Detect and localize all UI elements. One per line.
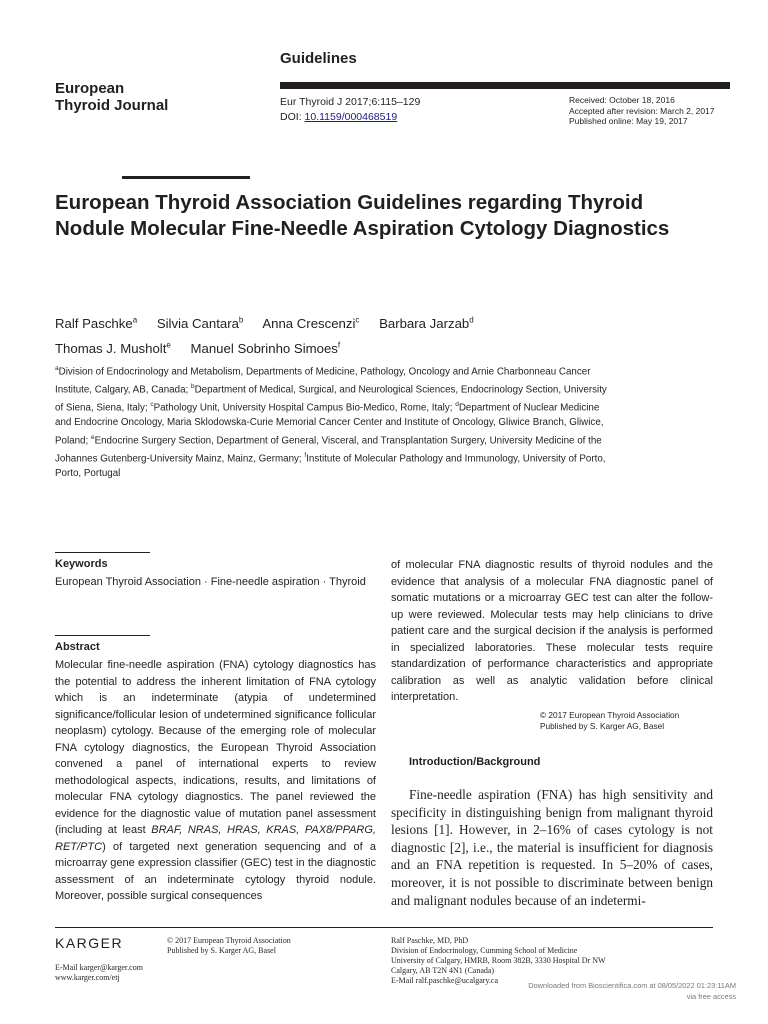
gene-list: BRAF, NRAS, HRAS, KRAS, PAX8/PPARG, RET/PTC	[55, 824, 376, 853]
footer-rule	[55, 927, 713, 928]
journal-name-line2: Thyroid Journal	[55, 97, 169, 114]
download-stamp: Downloaded from Bioscientifica.com at 08/05/2022 01:23:11AM via free access	[528, 981, 736, 1001]
correspondence: Ralf Paschke, MD, PhD Division of Endocrinology, Cumming School of Medicine University of Calgary, HMRB, Room 382B, 3330 Hospital Dr NW Calgary, AB T2N 4N1 (Canada) E-Mail ralf.paschke@ucalgary.ca	[391, 936, 606, 985]
keywords-heading: Keywords	[55, 558, 108, 570]
corresponding-email[interactable]: E-Mail ralf.paschke@ucalgary.ca	[391, 976, 499, 985]
doi-label: DOI:	[280, 111, 305, 123]
abstract-continuation: of molecular FNA diagnostic results of thyroid nodules and the evidence that analysis of a molecular FNA diagnostic panel of somatic mutations or a microarray GEC test can alter the follow-up were reviewed. Molecular tests may help clinicians to drive patient care and the surgical decision if the analysis is performed in specialized laboratories. These molecular tests require standardization of performance characteristics and appropriate calibration as well as analytic validation before clinical interpretation.	[391, 559, 713, 703]
keywords-text: European Thyroid Association · Fine-needle aspiration · Thyroid	[55, 576, 366, 588]
published-date: Published online: May 19, 2017	[569, 116, 688, 126]
journal-name-line1: European	[55, 80, 125, 97]
dates-block	[569, 95, 715, 127]
citation: Eur Thyroid J 2017;6:115–129	[280, 96, 421, 108]
author: Ralf Paschke$^a$	[55, 316, 138, 332]
karger-logo: KARGER	[55, 935, 124, 951]
abstract-heading: Abstract	[55, 641, 100, 653]
publisher-contact	[55, 963, 143, 983]
received-date: Received: October 18, 2016	[569, 95, 675, 105]
abstract-rule	[55, 635, 150, 636]
author-line	[55, 310, 490, 334]
author: Thomas J. Musholt$^e$	[55, 340, 171, 356]
abstract-copyright	[540, 710, 713, 732]
intro-text: Fine-needle aspiration (FNA) has high sensitivity and specificity in distinguishing benign from malignant thyroid lesions [1]. However, in 2–16% of cases cytology is not diagnostic [2], i.e., the material is insufficient for diagnosis and an FNA repetition is requested. In 5–20% of cases, moreover, it is not possible to discriminate between benign and malignant nodules because of an indetermi-	[391, 787, 713, 908]
publisher-email[interactable]: E-Mail karger@karger.com	[55, 963, 143, 972]
accepted-date: Accepted after revision: March 2, 2017	[569, 105, 715, 116]
affiliations: $^a$Division of Endocrinology and Metabolism, Departments of Medicine, Pathology, Oncology and Arnie Charbonneau Cancer Institute, Calgary, AB, Canada; $^b$Department of Medical, Surgical, and Neurological Sciences, Endocrinology Section, University of Siena, Siena, Italy; $^c$Pathology Unit, University Hospital Campus Bio-Medico, Rome, Italy; $^d$Department of Nuclear Medicine and Endocrine Oncology, Maria Sklodowska-Curie Memorial Cancer Center and Institute of Oncology, Gliwice Branch, Gliwice, Poland; $^e$Endocrine Surgery Section, Department of General, Visceral, and Transplantation Surgery, University Medicine of the Johannes Gutenberg-University Mainz, Mainz, Germany; $^f$Institute of Molecular Pathology and Immunology, University of Porto, Porto, Portugal	[55, 365, 607, 479]
author: Barbara Jarzab$^d$	[379, 316, 474, 332]
article-title: European Thyroid Association Guidelines regarding Thyroid Nodule Molecular Fine-Needle Aspiration Cytology Diagnostics	[55, 191, 670, 240]
intro-heading: Introduction/Background	[409, 756, 541, 768]
copyright-line: © 2017 European Thyroid Association	[540, 710, 680, 720]
doi-line	[280, 110, 420, 125]
title-rule	[122, 176, 250, 179]
keywords-rule	[55, 552, 150, 553]
section-label: Guidelines	[280, 50, 357, 67]
header-rule	[280, 82, 730, 89]
publisher-line: Published by S. Karger AG, Basel	[540, 721, 665, 731]
author: Silvia Cantara$^b$	[156, 316, 244, 332]
author: Manuel Sobrinho Simoes$^f$	[190, 340, 341, 356]
citation-block	[280, 95, 420, 125]
journal-name	[55, 80, 168, 114]
doi-link[interactable]: 10.1159/000468519	[304, 111, 398, 123]
author-list	[55, 310, 490, 359]
author-line	[55, 334, 490, 358]
abstract-text: Molecular fine-needle aspiration (FNA) cytology diagnostics has the potential to address the inherent limitation of FNA cytology which is an indeterminate (atypia of undetermined significance/follicular lesion of undetermined significance follicular neoplasm) cytology. Because of the emerging role of molecular FNA cytology diagnostics, the European Thyroid Association convened a panel of international experts to review methodological aspects, indications, results, and limitations of molecular FNA cytology diagnostics. The panel reviewed the evidence for the diagnostic value of mutation panel assessment (including at least BRAF, NRAS, HRAS, KRAS, PAX8/PPARG, RET/PTC) of targeted next generation sequencing and of a microarray gene expression classifier (GEC) test in the diagnostic assessment of an indeterminate cytology thyroid nodule. Moreover, possible surgical consequences	[55, 659, 376, 902]
publisher-website[interactable]: www.karger.com/etj	[55, 973, 120, 982]
footer-copyright: © 2017 European Thyroid Association Published by S. Karger AG, Basel	[167, 936, 291, 955]
author: Anna Crescenzi$^c$	[262, 316, 360, 332]
